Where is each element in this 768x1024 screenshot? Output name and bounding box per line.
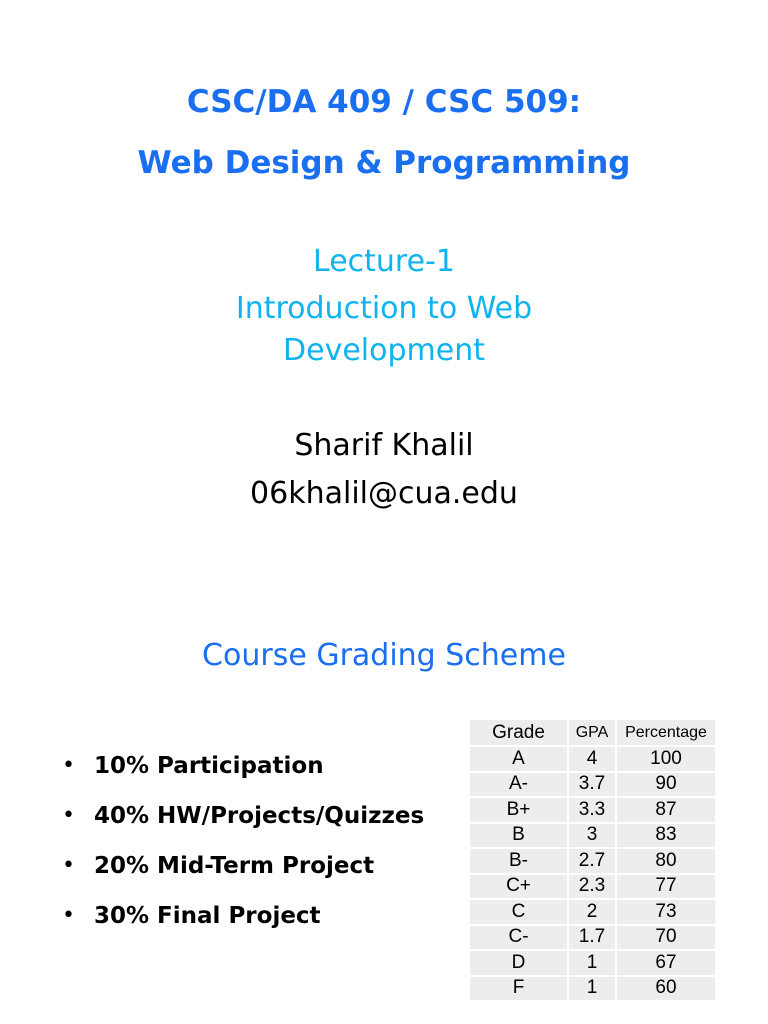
percentage-cell: 73 xyxy=(616,899,716,925)
percentage-cell: 67 xyxy=(616,950,716,976)
list-item: • 30% Final Project xyxy=(62,903,321,929)
list-item: • 20% Mid-Term Project xyxy=(62,853,375,879)
column-header-grade: Grade xyxy=(469,719,568,746)
grade-cell: C+ xyxy=(469,874,568,900)
column-header-percentage: Percentage xyxy=(616,719,716,746)
gpa-cell: 3.3 xyxy=(568,797,616,823)
bullet-icon: • xyxy=(62,753,75,778)
table-row xyxy=(469,823,716,849)
gpa-cell: 3 xyxy=(568,823,616,849)
percentage-cell: 90 xyxy=(616,772,716,798)
percentage-cell: 60 xyxy=(616,976,716,1002)
list-item: • 10% Participation xyxy=(62,753,324,779)
author-email: 06khalil@cua.edu xyxy=(250,476,518,511)
percentage-cell: 87 xyxy=(616,797,716,823)
table-row xyxy=(469,925,716,951)
table-row xyxy=(469,976,716,1002)
grade-cell: B xyxy=(469,823,568,849)
percentage-cell: 83 xyxy=(616,823,716,849)
table-row xyxy=(469,797,716,823)
column-header-gpa: GPA xyxy=(568,719,616,746)
bullet-icon: • xyxy=(62,853,75,878)
grade-cell: B- xyxy=(469,848,568,874)
table-row xyxy=(469,899,716,925)
grading-scheme-heading: Course Grading Scheme xyxy=(202,638,566,673)
bullet-icon: • xyxy=(62,903,75,928)
grading-components-list xyxy=(62,752,424,952)
percentage-cell: 80 xyxy=(616,848,716,874)
gpa-cell: 1 xyxy=(568,950,616,976)
grade-cell: F xyxy=(469,976,568,1002)
table-row xyxy=(469,746,716,772)
course-name-title: Web Design & Programming xyxy=(137,145,631,181)
grade-cell: C xyxy=(469,899,568,925)
grade-cell: C- xyxy=(469,925,568,951)
lecture-number: Lecture-1 xyxy=(313,244,455,279)
grade-cell: D xyxy=(469,950,568,976)
gpa-cell: 4 xyxy=(568,746,616,772)
gpa-cell: 1 xyxy=(568,976,616,1002)
gpa-cell: 1.7 xyxy=(568,925,616,951)
gpa-cell: 3.7 xyxy=(568,772,616,798)
gpa-cell: 2.3 xyxy=(568,874,616,900)
gpa-cell: 2.7 xyxy=(568,848,616,874)
percentage-cell: 77 xyxy=(616,874,716,900)
author-name: Sharif Khalil xyxy=(294,428,474,463)
table-row xyxy=(469,772,716,798)
grade-cell: A xyxy=(469,746,568,772)
table-row xyxy=(469,950,716,976)
table-row xyxy=(469,874,716,900)
lecture-title-line-1: Introduction to Web xyxy=(235,291,533,326)
grade-scale-table xyxy=(468,718,717,1002)
gpa-cell: 2 xyxy=(568,899,616,925)
percentage-cell: 70 xyxy=(616,925,716,951)
bullet-icon: • xyxy=(62,803,75,828)
lecture-title-line-2: Development xyxy=(283,333,485,368)
list-item: • 40% HW/Projects/Quizzes xyxy=(62,803,425,829)
table-header-row xyxy=(469,719,716,746)
grade-cell: A- xyxy=(469,772,568,798)
table-row xyxy=(469,848,716,874)
percentage-cell: 100 xyxy=(616,746,716,772)
course-code-title: CSC/DA 409 / CSC 509: xyxy=(186,84,582,120)
grade-cell: B+ xyxy=(469,797,568,823)
